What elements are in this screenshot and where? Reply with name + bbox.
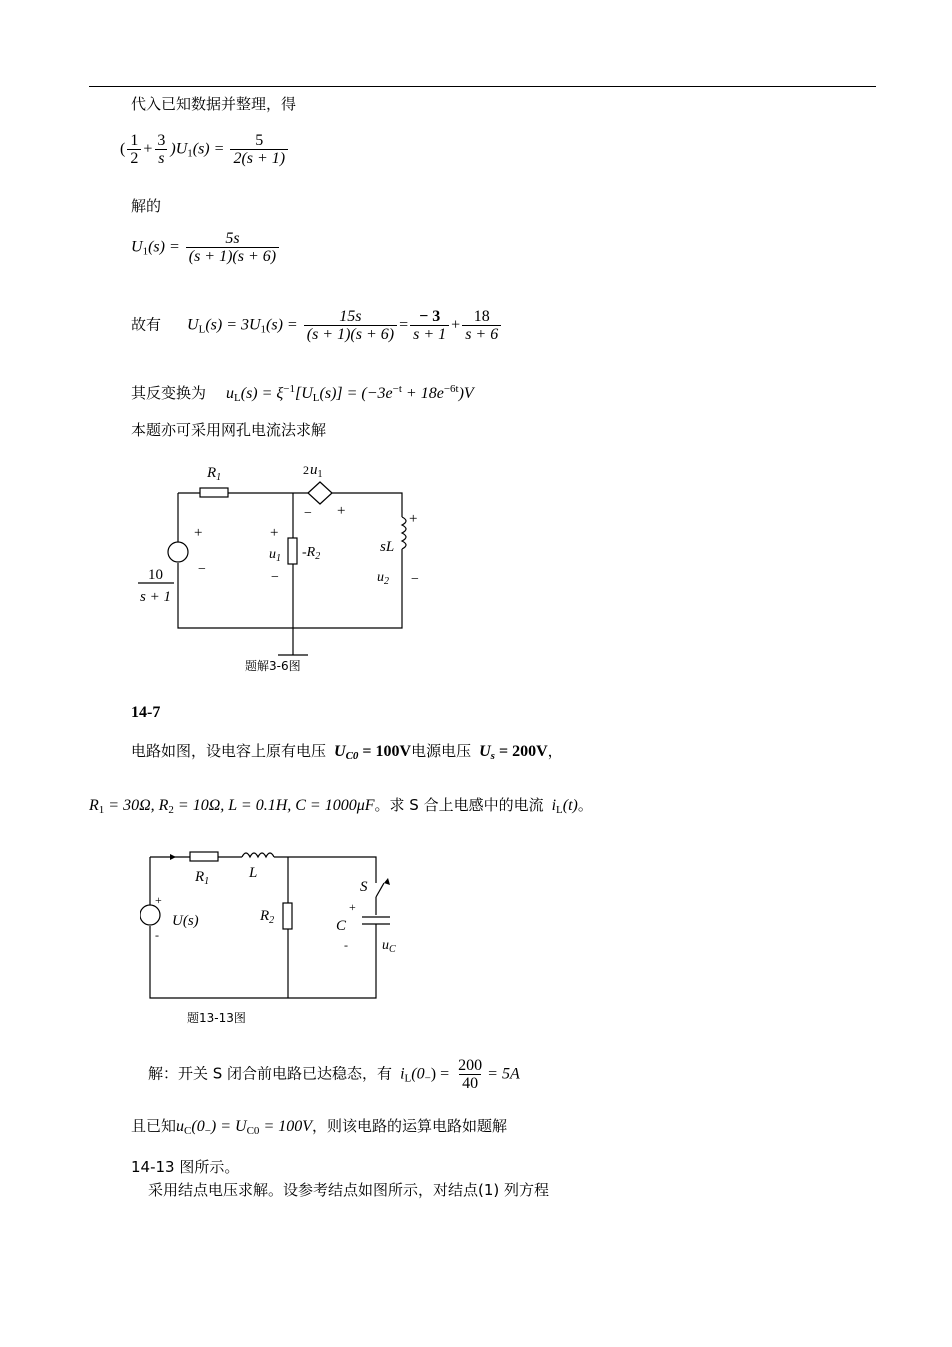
text-line: 采用结点电压求解。设参考结点如图所示，对结点(1) 列方程: [148, 1181, 550, 1199]
label-R2: $-R_2$: [302, 545, 321, 562]
label-source-num: 10: [148, 567, 163, 583]
figure-caption: 题解3-6图: [245, 659, 301, 673]
text-line: 电路如图，设电容上原有电压 $U_{C0} = 100V$电源电压 $U_s = 200V$，: [131, 742, 563, 762]
label-plus: +: [337, 503, 346, 519]
text-line: 代入已知数据并整理，得: [131, 95, 297, 113]
label-minus: −: [271, 570, 279, 585]
label-plus: +: [155, 893, 162, 907]
figure-caption: 题13-13图: [187, 1011, 246, 1025]
circuit-figure-2: [140, 845, 420, 1030]
label-plus: +: [349, 900, 356, 914]
text-line: 14-13 图所示。: [131, 1158, 240, 1176]
arrow-icon: [384, 878, 390, 885]
text-line: 本题亦可采用网孔电流法求解: [131, 421, 327, 439]
label-u2: $u_2$: [377, 570, 389, 587]
label-minus: −: [304, 506, 312, 521]
label-L: L: [249, 865, 258, 881]
label-u1: $u_1$: [269, 547, 281, 564]
equation-4: 其反变换为 $u_L(s) = \xi^{-1}[U_L(s)] = (-3e^{-t} + 18e^{-6t})V$: [131, 383, 474, 404]
label-R2: $R_2$: [260, 908, 275, 926]
label-uC: $u_C$: [382, 938, 396, 955]
circuit-figure-1: [130, 455, 440, 680]
label-plus: +: [194, 525, 203, 541]
equation-1: ( $\frac{1}{2}$ + $\frac{3}{s}$ )$U_1(s)$ = $\frac{5}{2(s + 1)}$: [120, 132, 290, 168]
label-control: $2u_1$: [303, 462, 323, 480]
label-minus: -: [155, 928, 159, 942]
label-C: C: [336, 918, 347, 934]
label-minus: −: [411, 572, 419, 587]
label-sL: sL: [380, 539, 395, 555]
section-heading: 14-7: [131, 704, 161, 721]
label-minus: −: [198, 562, 206, 577]
text-line: 解：开关 S 闭合前电路已达稳态，有 $i_L(0_-)$ = $\frac{200}{40}$ = 5A: [148, 1057, 520, 1092]
label-plus: +: [270, 525, 279, 541]
label-Us: U(s): [172, 913, 199, 929]
arrow-icon: [170, 854, 176, 860]
label-R1: $R_1$: [195, 869, 210, 887]
text-line: $R_1 = 30\Omega$, $R_2 = 10\Omega$, L = 0.1H, C = 1000μF。求 S 合上电感中的电流 $i_L(t)$。: [89, 796, 593, 816]
equation-3: 故有 $U_L(s) = 3U_1(s)$ = $\frac{15s}{(s + 1)(s + 6)}$ = $\frac{- 3}{s + 1}$ + $\frac{18}{s + 6}$: [131, 308, 503, 344]
text-line: 解的: [131, 197, 162, 215]
label-minus: -: [344, 938, 348, 952]
label-R1: $R_1$: [207, 465, 222, 483]
label-plus: +: [409, 511, 418, 527]
label-S: S: [360, 879, 368, 895]
label-source-den: s + 1: [140, 589, 171, 605]
equation-2: $U_1(s)$ = $\frac{5s}{(s + 1)(s + 6)}$: [131, 230, 281, 266]
text-line: 且已知$u_C(0_-) = U_{C0} = 100V$，则该电路的运算电路如题解: [131, 1117, 508, 1137]
header-rule: [89, 86, 876, 87]
